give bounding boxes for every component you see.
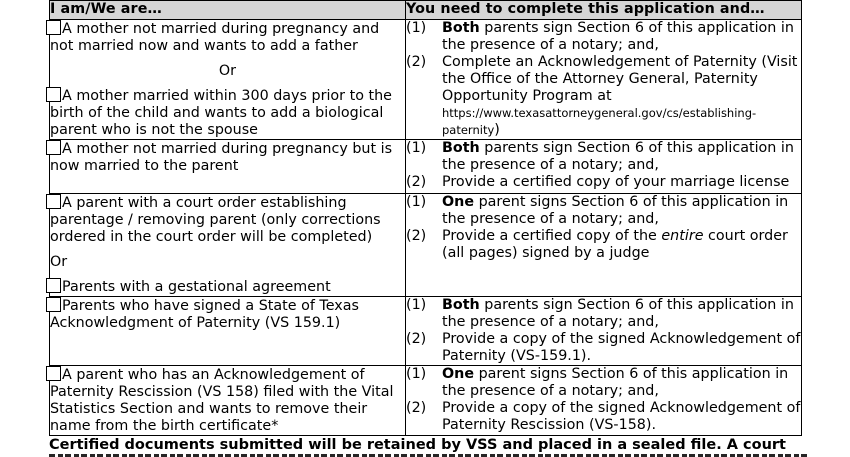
applicant-cell xyxy=(50,194,406,297)
table-row xyxy=(50,140,802,194)
step-item xyxy=(406,174,801,191)
step-item xyxy=(406,20,801,54)
step-item xyxy=(406,54,801,139)
option-item xyxy=(50,366,405,435)
step-item xyxy=(406,400,801,434)
requirements-cell xyxy=(406,140,802,194)
option-item xyxy=(50,87,405,139)
requirements-table xyxy=(49,0,802,436)
steps-list xyxy=(406,194,801,262)
applicant-cell xyxy=(50,366,406,436)
option-label: A mother married within 300 days prior to the birth of the child and wants to add a biological parent who is not the spouse xyxy=(50,88,392,138)
step-text: parents sign Section 6 of this application in the presence of a notary; and, xyxy=(442,140,794,173)
or-separator: Or xyxy=(218,63,237,79)
header-row xyxy=(50,1,802,20)
step-item xyxy=(406,194,801,228)
step-item xyxy=(406,140,801,174)
step-text: parents sign Section 6 of this application in the presence of a notary; and, xyxy=(442,297,794,330)
column-header-requirements: You need to complete this application and… xyxy=(406,1,802,20)
step-text: court order (all pages) signed by a judge xyxy=(442,228,788,261)
option-checkbox[interactable] xyxy=(46,278,61,293)
option-checkbox[interactable] xyxy=(46,87,61,102)
step-number: (2) xyxy=(406,228,427,244)
step-item xyxy=(406,297,801,331)
steps-list xyxy=(406,20,801,139)
step-emphasis: Both xyxy=(442,140,480,156)
steps-list xyxy=(406,140,801,191)
step-text: Complete an Acknowledgement of Paternity (Visit the Office of the Attorney General, Paternity Opportunity Program at xyxy=(442,54,798,104)
step-item xyxy=(406,366,801,400)
step-number: (2) xyxy=(406,400,427,416)
option-checkbox[interactable] xyxy=(46,297,61,312)
table-row xyxy=(50,297,802,366)
step-text: parents sign Section 6 of this application in the presence of a notary; and, xyxy=(442,20,794,53)
step-number: (2) xyxy=(406,54,427,70)
step-item xyxy=(406,228,801,262)
step-text: parent signs Section 6 of this application in the presence of a notary; and, xyxy=(442,366,789,399)
option-item xyxy=(50,297,405,332)
step-number: (2) xyxy=(406,331,427,347)
table-row xyxy=(50,20,802,140)
option-item xyxy=(50,140,405,175)
requirements-cell xyxy=(406,297,802,366)
step-number: (2) xyxy=(406,174,427,190)
step-number: (1) xyxy=(406,297,427,313)
option-checkbox[interactable] xyxy=(46,140,61,155)
step-number: (1) xyxy=(406,140,427,156)
requirements-cell xyxy=(406,20,802,140)
option-checkbox[interactable] xyxy=(46,194,61,209)
table-row xyxy=(50,366,802,436)
applicant-cell xyxy=(50,140,406,194)
step-text: Provide a certified copy of the xyxy=(442,228,662,244)
option-checkbox[interactable] xyxy=(46,20,61,35)
step-emphasis: entire xyxy=(661,228,704,244)
step-number: (1) xyxy=(406,366,427,382)
step-number: (1) xyxy=(406,20,427,36)
step-emphasis: Both xyxy=(442,297,480,313)
step-emphasis: One xyxy=(442,366,475,382)
step-emphasis: One xyxy=(442,194,475,210)
option-item xyxy=(50,278,405,296)
step-item xyxy=(406,331,801,365)
option-item xyxy=(50,194,405,246)
step-text: Provide a copy of the signed Acknowledgement of Paternity Rescission (VS-158). xyxy=(442,400,801,433)
table-row xyxy=(50,194,802,297)
option-item xyxy=(50,20,405,55)
requirements-cell xyxy=(406,194,802,297)
url-link[interactable]: https://www.texasattorneygeneral.gov/cs/establishing-paternity xyxy=(442,106,757,137)
option-label: A parent who has an Acknowledgement of Paternity Rescission (VS 158) filed with the Vital Statistics Section and wants to remove their name from the birth certificate* xyxy=(50,367,394,434)
step-text: parent signs Section 6 of this application in the presence of a notary; and, xyxy=(442,194,789,227)
option-label: A mother not married during pregnancy but is now married to the parent xyxy=(50,141,393,174)
requirements-cell xyxy=(406,366,802,436)
steps-list xyxy=(406,366,801,434)
column-header-applicant: I am/We are… xyxy=(50,1,406,20)
step-text: Provide a copy of the signed Acknowledgement of Paternity (VS-159.1). xyxy=(442,331,801,364)
option-label: A parent with a court order establishing parentage / removing parent (only corrections ordered in the court order will be completed) xyxy=(50,195,381,245)
step-number: (1) xyxy=(406,194,427,210)
option-label: Parents who have signed a State of Texas Acknowledgment of Paternity (VS 159.1) xyxy=(50,298,359,331)
option-label: A mother not married during pregnancy and not married now and wants to add a father xyxy=(50,21,380,54)
or-separator: Or xyxy=(50,254,68,270)
footer-note: Certified documents submitted will be retained by VSS and placed in a sealed file. A court xyxy=(49,437,786,453)
applicant-cell xyxy=(50,20,406,140)
steps-list xyxy=(406,297,801,365)
step-text: Provide a certified copy of your marriage license xyxy=(442,174,790,190)
step-text: ) xyxy=(494,122,500,138)
applicant-cell xyxy=(50,297,406,366)
option-label: Parents with a gestational agreement xyxy=(62,279,331,295)
option-checkbox[interactable] xyxy=(46,366,61,381)
step-emphasis: Both xyxy=(442,20,480,36)
